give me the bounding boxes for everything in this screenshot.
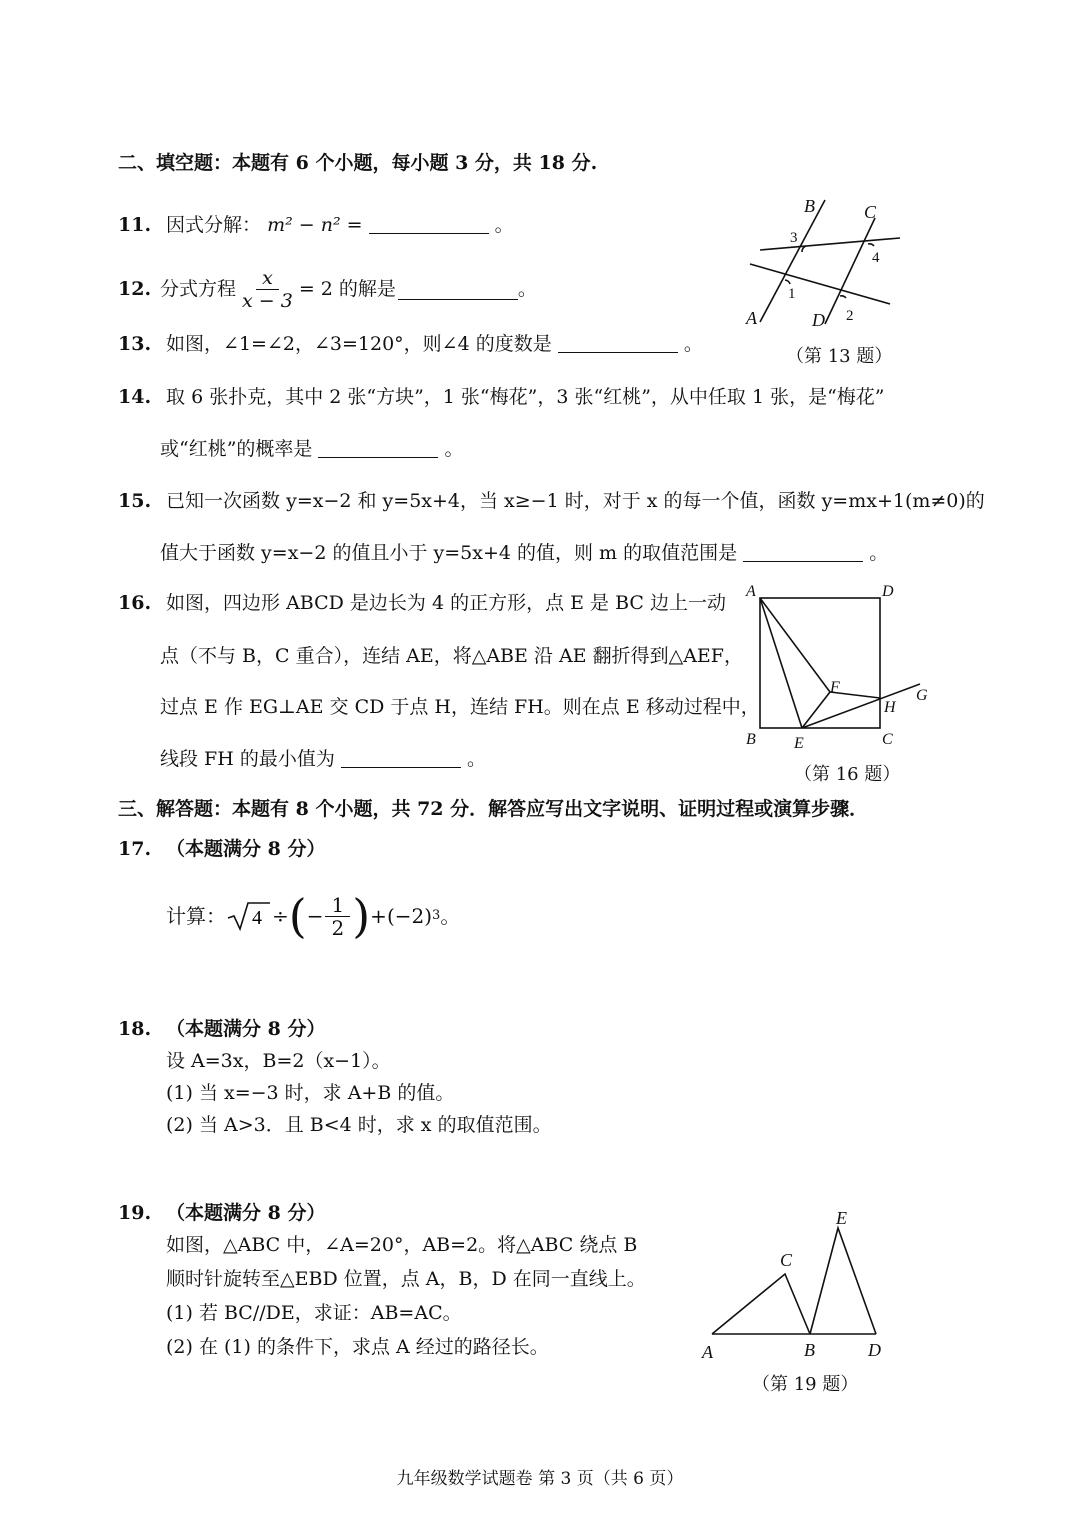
question-15-line2 bbox=[160, 540, 888, 566]
q17-calc-label: 计算： bbox=[166, 904, 226, 928]
angle-2-arc bbox=[840, 296, 846, 298]
label-d: D bbox=[812, 310, 825, 330]
angle-1-arc bbox=[785, 280, 790, 284]
fraction-numerator: 1 bbox=[325, 894, 350, 917]
figure-13 bbox=[740, 192, 915, 334]
line-bottom bbox=[750, 264, 890, 304]
label-g: G bbox=[916, 687, 928, 704]
question-12 bbox=[118, 262, 537, 316]
label-angle-3: 3 bbox=[790, 230, 798, 246]
q14-line1: 取 6 张扑克，其中 2 张“方块”，1 张“梅花”，3 张“红桃”，从中任取 1 张，是“梅花” bbox=[166, 386, 885, 408]
label-f: F bbox=[830, 679, 840, 696]
label-angle-1: 1 bbox=[788, 286, 796, 302]
q13-text: 如图，∠1=∠2，∠3=120°，则∠4 的度数是 bbox=[166, 333, 552, 355]
figure-16-caption: （第 16 题） bbox=[794, 764, 901, 785]
q19-score: （本题满分 8 分） bbox=[166, 1202, 326, 1224]
label-e: E bbox=[794, 735, 804, 752]
line-top bbox=[760, 238, 900, 250]
question-16-line3: 过点 E 作 EG⊥AE 交 CD 于点 H，连结 FH。则在点 E 移动过程中， bbox=[160, 696, 760, 718]
answer-blank bbox=[398, 279, 518, 300]
q14-end: 。 bbox=[444, 438, 464, 460]
figure-19-caption: （第 19 题） bbox=[752, 1374, 859, 1395]
q12-text: 分式方程 bbox=[160, 278, 237, 300]
q18-line3: (2) 当 A>3．且 B<4 时，求 x 的取值范围。 bbox=[166, 1114, 552, 1136]
question-number: 18. bbox=[118, 1018, 152, 1040]
fraction-denominator: 2 bbox=[331, 915, 345, 940]
section2-header: 二、填空题：本题有 6 个小题，每小题 3 分，共 18 分. bbox=[118, 152, 598, 174]
question-number: 19. bbox=[118, 1202, 152, 1224]
label-angle-4: 4 bbox=[872, 250, 880, 266]
segment-ae bbox=[760, 598, 802, 728]
triangle-ebd bbox=[810, 1228, 876, 1334]
question-16-line4 bbox=[160, 746, 486, 772]
q15-line1: 已知一次函数 y=x−2 和 y=5x+4，当 x≥−1 时，对于 x 的每一个值，函数 y=mx+1(m≠0)的 bbox=[166, 490, 985, 512]
label-c: C bbox=[864, 202, 877, 222]
question-14-line1 bbox=[118, 384, 885, 410]
label-d: D bbox=[868, 1340, 881, 1360]
question-15-line1 bbox=[118, 488, 985, 514]
q17-plus: + bbox=[370, 904, 387, 928]
figure-16 bbox=[742, 580, 942, 755]
section3-header: 三、解答题：本题有 8 个小题，共 72 分．解答应写出文字说明、证明过程或演算步骤． bbox=[118, 798, 869, 820]
label-e: E bbox=[836, 1208, 847, 1228]
q17-fraction bbox=[325, 894, 350, 939]
q19-line2: 顺时针旋转至△EBD 位置，点 A，B，D 在同一直线上。 bbox=[166, 1268, 646, 1290]
q16-end: 。 bbox=[466, 748, 486, 770]
q15-line2: 值大于函数 y=x−2 的值且小于 y=5x+4 的值，则 m 的取值范围是 bbox=[160, 542, 738, 564]
q17-power-exponent: 3 bbox=[432, 908, 441, 923]
question-17-header bbox=[118, 836, 326, 862]
q17-minus: − bbox=[306, 904, 324, 928]
q16-line1: 如图，四边形 ABCD 是边长为 4 的正方形，点 E 是 BC 边上一动 bbox=[166, 592, 726, 614]
q12-after: = 2 的解是 bbox=[298, 278, 396, 300]
page-footer: 九年级数学试题卷 第 3 页（共 6 页） bbox=[396, 1469, 684, 1489]
q19-line1: 如图，△ABC 中，∠A=20°，AB=2。将△ABC 绕点 B bbox=[166, 1234, 638, 1256]
q19-line3: (1) 若 BC//DE，求证：AB=AC。 bbox=[166, 1302, 462, 1324]
label-a: A bbox=[702, 1342, 713, 1362]
question-number: 15. bbox=[118, 490, 152, 512]
q13-end: 。 bbox=[683, 333, 703, 355]
question-14-line2 bbox=[160, 436, 464, 462]
left-paren: ( bbox=[288, 889, 307, 943]
question-number: 13. bbox=[118, 333, 152, 355]
angle-4-arc bbox=[868, 244, 874, 246]
answer-blank bbox=[318, 437, 438, 458]
label-angle-2: 2 bbox=[846, 308, 854, 324]
question-13 bbox=[118, 331, 703, 357]
answer-blank bbox=[558, 332, 678, 353]
sqrt-symbol bbox=[226, 900, 272, 932]
question-18-header bbox=[118, 1016, 326, 1042]
fraction-numerator: x bbox=[256, 267, 279, 290]
q18-line2: (1) 当 x=−3 时，求 A+B 的值。 bbox=[166, 1082, 455, 1104]
label-c: C bbox=[882, 731, 893, 748]
question-number: 17. bbox=[118, 838, 152, 860]
label-h: H bbox=[884, 699, 896, 716]
label-c: C bbox=[780, 1250, 793, 1270]
q18-line1: 设 A=3x，B=2（x−1）。 bbox=[166, 1050, 391, 1072]
q11-expression: m² − n² = bbox=[267, 214, 363, 236]
square-abcd bbox=[760, 598, 880, 728]
question-11 bbox=[118, 212, 514, 238]
label-b: B bbox=[804, 1340, 815, 1360]
figure-13-caption: （第 13 题） bbox=[786, 346, 893, 367]
q15-end: 。 bbox=[869, 542, 889, 564]
q19-line4: (2) 在 (1) 的条件下，求点 A 经过的路径长。 bbox=[166, 1336, 549, 1358]
q14-line2: 或“红桃”的概率是 bbox=[160, 438, 313, 460]
q17-divide: ÷ bbox=[272, 904, 289, 928]
triangle-abc bbox=[712, 1274, 810, 1334]
question-number: 14. bbox=[118, 386, 152, 408]
question-16-line1 bbox=[118, 590, 726, 616]
q17-power-base: (−2) bbox=[386, 904, 433, 928]
label-b: B bbox=[804, 196, 815, 216]
question-number: 12. bbox=[118, 278, 152, 300]
q17-end: 。 bbox=[440, 904, 461, 928]
q18-score: （本题满分 8 分） bbox=[166, 1018, 326, 1040]
q11-text: 因式分解： bbox=[166, 214, 262, 236]
segment-af bbox=[760, 598, 830, 692]
line-ab bbox=[760, 200, 825, 322]
q17-score: （本题满分 8 分） bbox=[166, 838, 326, 860]
figure-19 bbox=[700, 1204, 900, 1364]
q17-expression bbox=[166, 888, 460, 944]
sqrt-argument: 4 bbox=[252, 907, 262, 929]
q16-line4: 线段 FH 的最小值为 bbox=[160, 748, 335, 770]
label-b: B bbox=[746, 731, 756, 748]
right-paren: ) bbox=[352, 889, 371, 943]
question-19-header bbox=[118, 1200, 326, 1226]
label-d: D bbox=[882, 583, 894, 600]
q12-end: 。 bbox=[517, 278, 537, 300]
label-a: A bbox=[746, 583, 756, 600]
q11-end: 。 bbox=[494, 214, 514, 236]
answer-blank bbox=[743, 541, 863, 562]
question-number: 11. bbox=[118, 214, 152, 236]
question-16-line2: 点（不与 B，C 重合），连结 AE，将△ABE 沿 AE 翻折得到△AEF， bbox=[160, 645, 743, 667]
fraction-denominator: x − 3 bbox=[242, 289, 293, 312]
answer-blank bbox=[341, 747, 461, 768]
answer-blank bbox=[369, 213, 489, 234]
label-a: A bbox=[746, 308, 757, 328]
question-number: 16. bbox=[118, 592, 152, 614]
q12-fraction bbox=[238, 267, 297, 312]
